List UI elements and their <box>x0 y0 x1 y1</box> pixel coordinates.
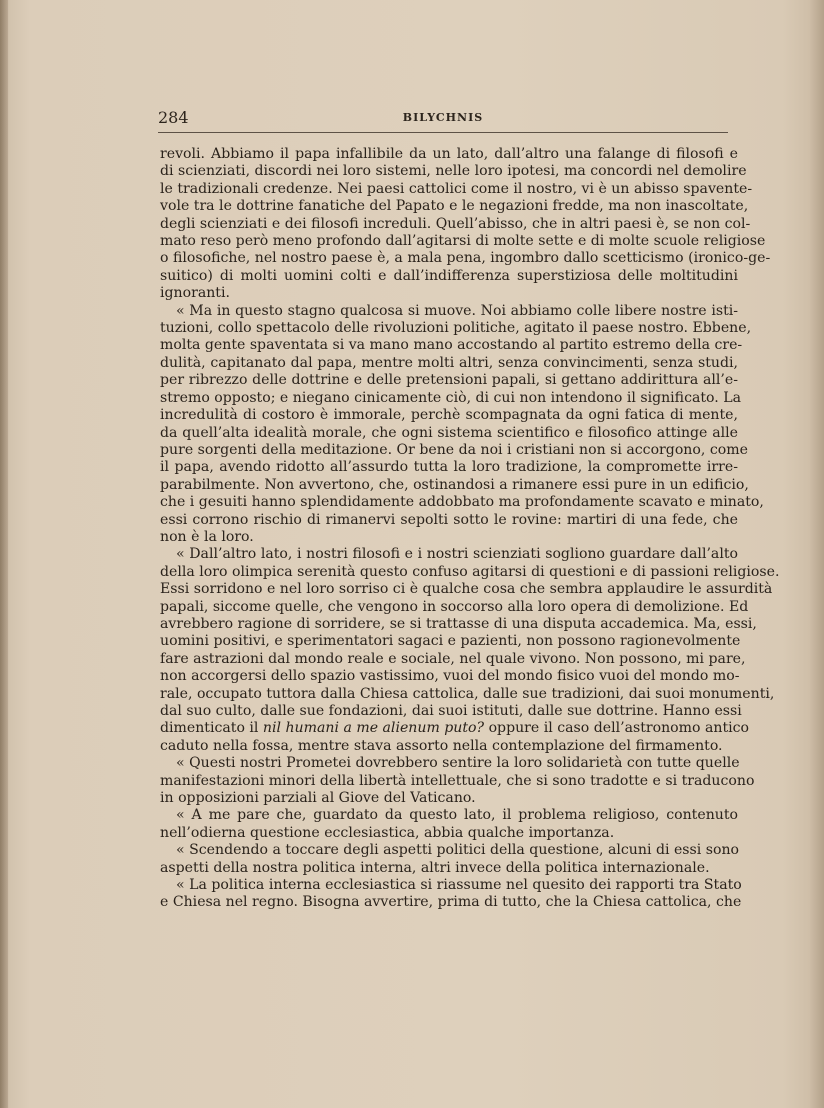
text-line: revoli. Abbiamo il papa infallibile da un lato, dall’altro una falange di filosofi e <box>160 146 738 162</box>
text-line: incredulità di costoro è immorale, perchè scompagnata da ogni fatica di mente, <box>160 407 738 424</box>
text-line: pure sorgenti della meditazione. Or bene da noi i cristiani non si accorgono, come <box>160 441 748 458</box>
page-number: 284 <box>158 108 189 127</box>
text-line: « Questi nostri Prometei dovrebbero sentire la loro solidarietà con tutte quelle <box>176 755 740 772</box>
text-line: essi corrono rischio di rimanervi sepolti sotto le rovine: martiri di una fede, che <box>160 511 738 528</box>
text-line: in opposizioni parziali al Giove del Vaticano. <box>160 790 476 807</box>
text-line: mato reso però meno profondo dall’agitarsi di molte sette e di molte scuole religiose <box>160 233 766 250</box>
text-line: rale, occupato tuttora dalla Chiesa cattolica, dalle sue tradizioni, dai suoi monumenti, <box>160 685 775 702</box>
text-line: vole tra le dottrine fanatiche del Papato e le negazioni fredde, ma non inascoltate, <box>160 198 749 215</box>
text-line: degli scienziati e dei filosofi increduli. Quell’abisso, che in altri paesi è, se non col- <box>160 215 751 232</box>
text-line: molta gente spaventata si va mano mano accostando al partito estremo della cre- <box>160 337 743 354</box>
text-line: stremo opposto; e niegano cinicamente ciò, di cui non intendono il significato. La <box>160 389 741 406</box>
text-line: parabilmente. Non avvertono, che, ostinandosi a rimanere essi pure in un edificio, <box>160 476 749 493</box>
page-header <box>158 108 728 133</box>
text-line: suitico) di molti uomini colti e dall’indifferenza superstiziosa delle moltitudini <box>160 267 738 284</box>
text-line: il papa, avendo ridotto all’assurdo tutta la loro tradizione, la compromette irre- <box>160 459 738 476</box>
text-line: non è la loro. <box>160 528 254 545</box>
text-line: per ribrezzo delle dottrine e delle pretensioni papali, si gettano addirittura all’e- <box>160 372 738 389</box>
text-line: della loro olimpica serenità questo confuso agitarsi di questioni e di passioni religiose. <box>160 563 780 580</box>
text-line: le tradizionali credenze. Nei paesi cattolici come il nostro, vi è un abisso spavente- <box>160 180 753 197</box>
text-line: di scienziati, discordi nei loro sistemi, nelle loro ipotesi, ma concordi nel demolire <box>160 163 747 180</box>
text-line: dulità, capitanato dal papa, mentre molti altri, senza convincimenti, senza studi, <box>160 354 738 371</box>
running-head: BILYCHNIS <box>402 111 484 124</box>
body-text <box>160 146 780 912</box>
text-line: tuzioni, collo spettacolo delle rivoluzioni politiche, agitato il paese nostro. Ebbene, <box>160 320 752 337</box>
text-line: che i gesuiti hanno splendidamente addobbato ma profondamente scavato e minato, <box>160 494 764 511</box>
text-line: manifestazioni minori della libertà intellettuale, che si sono tradotte e si traducono <box>160 772 755 789</box>
text-line: « Dall’altro lato, i nostri filosofi e i nostri scienziati sogliono guardare dall’alto <box>176 546 738 563</box>
text-line: non accorgersi dello spazio vastissimo, vuoi del mondo fisico vuoi del mondo mo- <box>160 668 740 685</box>
text-line: « Ma in questo stagno qualcosa si muove. Noi abbiamo colle libere nostre isti- <box>176 302 738 319</box>
text-line: uomini positivi, e sperimentatori sagaci e pazienti, non possono ragionevolmente <box>160 633 741 650</box>
text-line: da quell’alta idealità morale, che ogni sistema scientifico e filosofico attinge alle <box>160 424 738 441</box>
text-line: caduto nella fossa, mentre stava assorto nella contemplazione del firmamento. <box>160 737 723 754</box>
text-line: dal suo culto, dalle sue fondazioni, dai suoi istituti, dalle sue dottrine. Hanno essi <box>160 703 742 719</box>
text-line: dimenticato il nil humani a me alienum puto? oppure il caso dell’astronomo antico <box>160 720 750 737</box>
text-line: fare astrazioni dal mondo reale e sociale, nel quale vivono. Non possono, mi pare, <box>160 650 746 667</box>
text-line: ignoranti. <box>160 285 230 302</box>
text-line: avrebbero ragione di sorridere, se si trattasse di una disputa accademica. Ma, essi, <box>160 615 757 632</box>
text-line: Essi sorridono e nel loro sorriso ci è qualche cosa che sembra applaudire le assurdità <box>160 581 773 598</box>
text-line: « Scendendo a toccare degli aspetti politici della questione, alcuni di essi sono <box>176 842 740 859</box>
text-line: « La politica interna ecclesiastica si riassume nel quesito dei rapporti tra Stato <box>176 877 742 894</box>
text-line: papali, siccome quelle, che vengono in soccorso alla loro opera di demolizione. Ed <box>160 598 749 615</box>
text-line: e Chiesa nel regno. Bisogna avvertire, prima di tutto, che la Chiesa cattolica, che <box>160 894 742 911</box>
text-line: nell’odierna questione ecclesiastica, abbia qualche importanza. <box>160 824 615 841</box>
text-line: o filosofiche, nel nostro paese è, a mala pena, ingombro dallo scetticismo (ironico-ge- <box>160 250 771 267</box>
text-line: « A me pare che, guardato da questo lato, il problema religioso, contenuto <box>176 807 738 824</box>
text-line: aspetti della nostra politica interna, altri invece della politica internazionale. <box>160 859 710 876</box>
